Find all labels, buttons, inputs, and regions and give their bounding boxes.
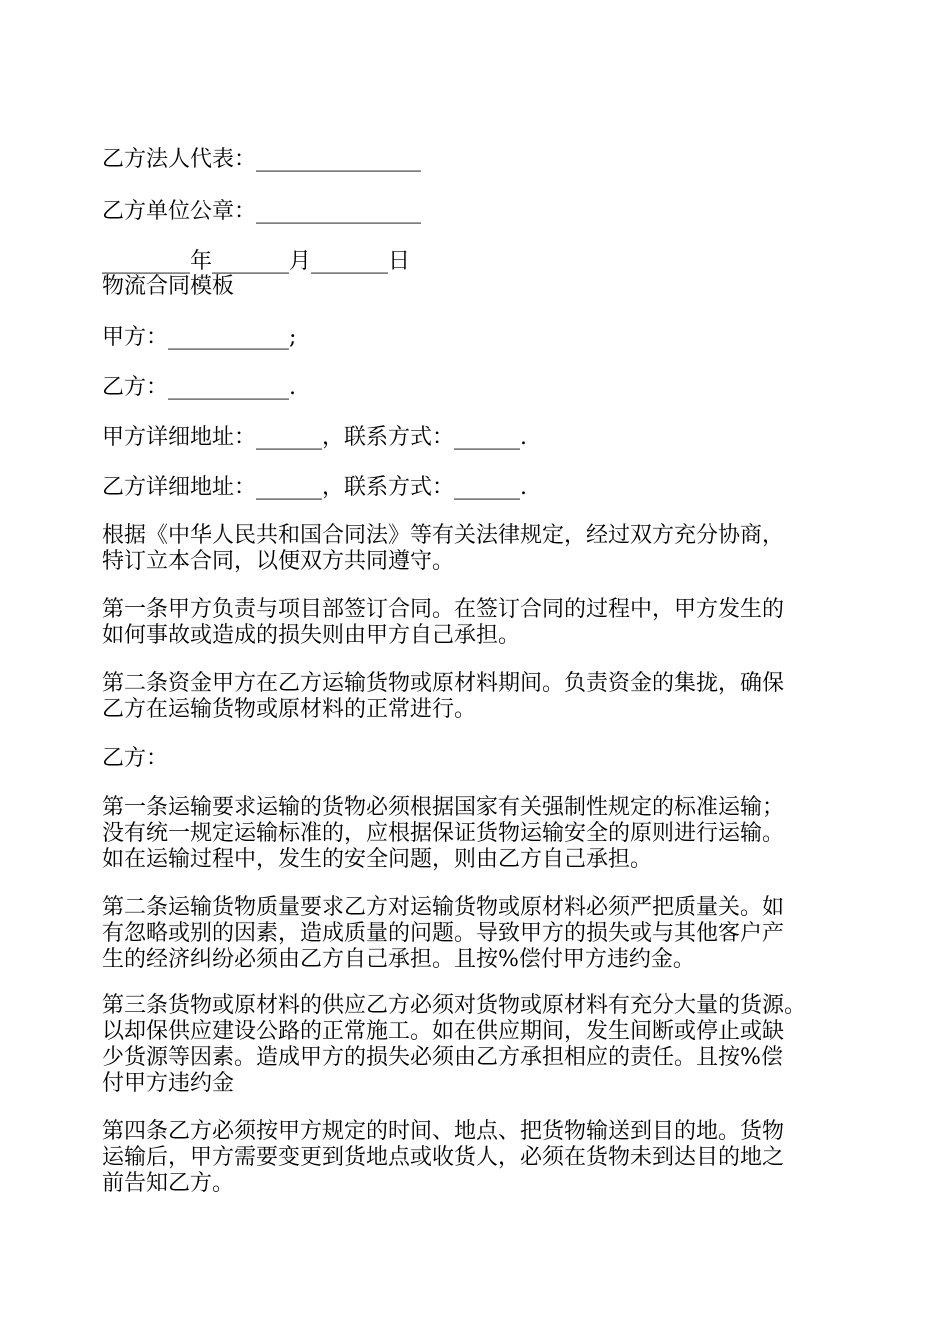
party-a-clause-2: 第二条资金甲方在乙方运输货物或原材料期间。负责资金的集拢，确保 乙方在运输货物或原材料的正常进行。 [102,671,785,722]
intro-paragraph: 根据《中华人民共和国合同法》等有关法律规定，经过双方充分协商， 特订立本合同，以便双方共同遵守。 [102,523,785,574]
party-a-clause-1: 第一条甲方负责与项目部签订合同。在签订合同的过程中，甲方发生的 如何事故或造成的损失则由甲方自己承担。 [102,597,785,648]
party-b-clause-4: 第四条乙方必须按甲方规定的时间、地点、把货物输送到目的地。货物 运输后，甲方需要变更到货地点或收货人，必须在货物未到达目的地之 前告知乙方。 [102,1119,785,1196]
party-b-clause-1: 第一条运输要求运输的货物必须根据国家有关强制性规定的标准运输； 没有统一规定运输标准的，应根据保证货物运输安全的原则进行运输。 如在运输过程中，发生的安全问题，则由乙方自己承担。 [102,795,785,872]
party-a-address-line: 甲方详细地址：______，联系方式：______. [102,425,527,450]
signature-date-line: ________年_______月_______日 [102,249,411,274]
signature-seal-line: 乙方单位公章：_______________ [102,199,422,224]
party-b-address-line: 乙方详细地址：______，联系方式：______. [102,475,527,500]
signature-rep-line: 乙方法人代表：_______________ [102,147,422,172]
party-b-clause-3: 第三条货物或原材料的供应乙方必须对货物或原材料有充分大量的货源。 以却保供应建设公路的正常施工。如在供应期间，发生间断或停止或缺 少货源等因素。造成甲方的损失必须由乙方承担相应的责任。且按%偿 付甲方违约金 [102,993,807,1096]
party-b-heading: 乙方： [102,746,169,771]
party-b-clause-2: 第二条运输货物质量要求乙方对运输货物或原材料必须严把质量关。如 有忽略或别的因素，造成质量的问题。导致甲方的损失或与其他客户产 生的经济纠纷必须由乙方自己承担。且按%偿付甲方违约金。 [102,895,785,972]
document-title: 物流合同模板 [102,274,235,299]
party-a-line: 甲方：___________; [102,325,297,350]
party-b-line: 乙方：___________. [102,375,296,400]
